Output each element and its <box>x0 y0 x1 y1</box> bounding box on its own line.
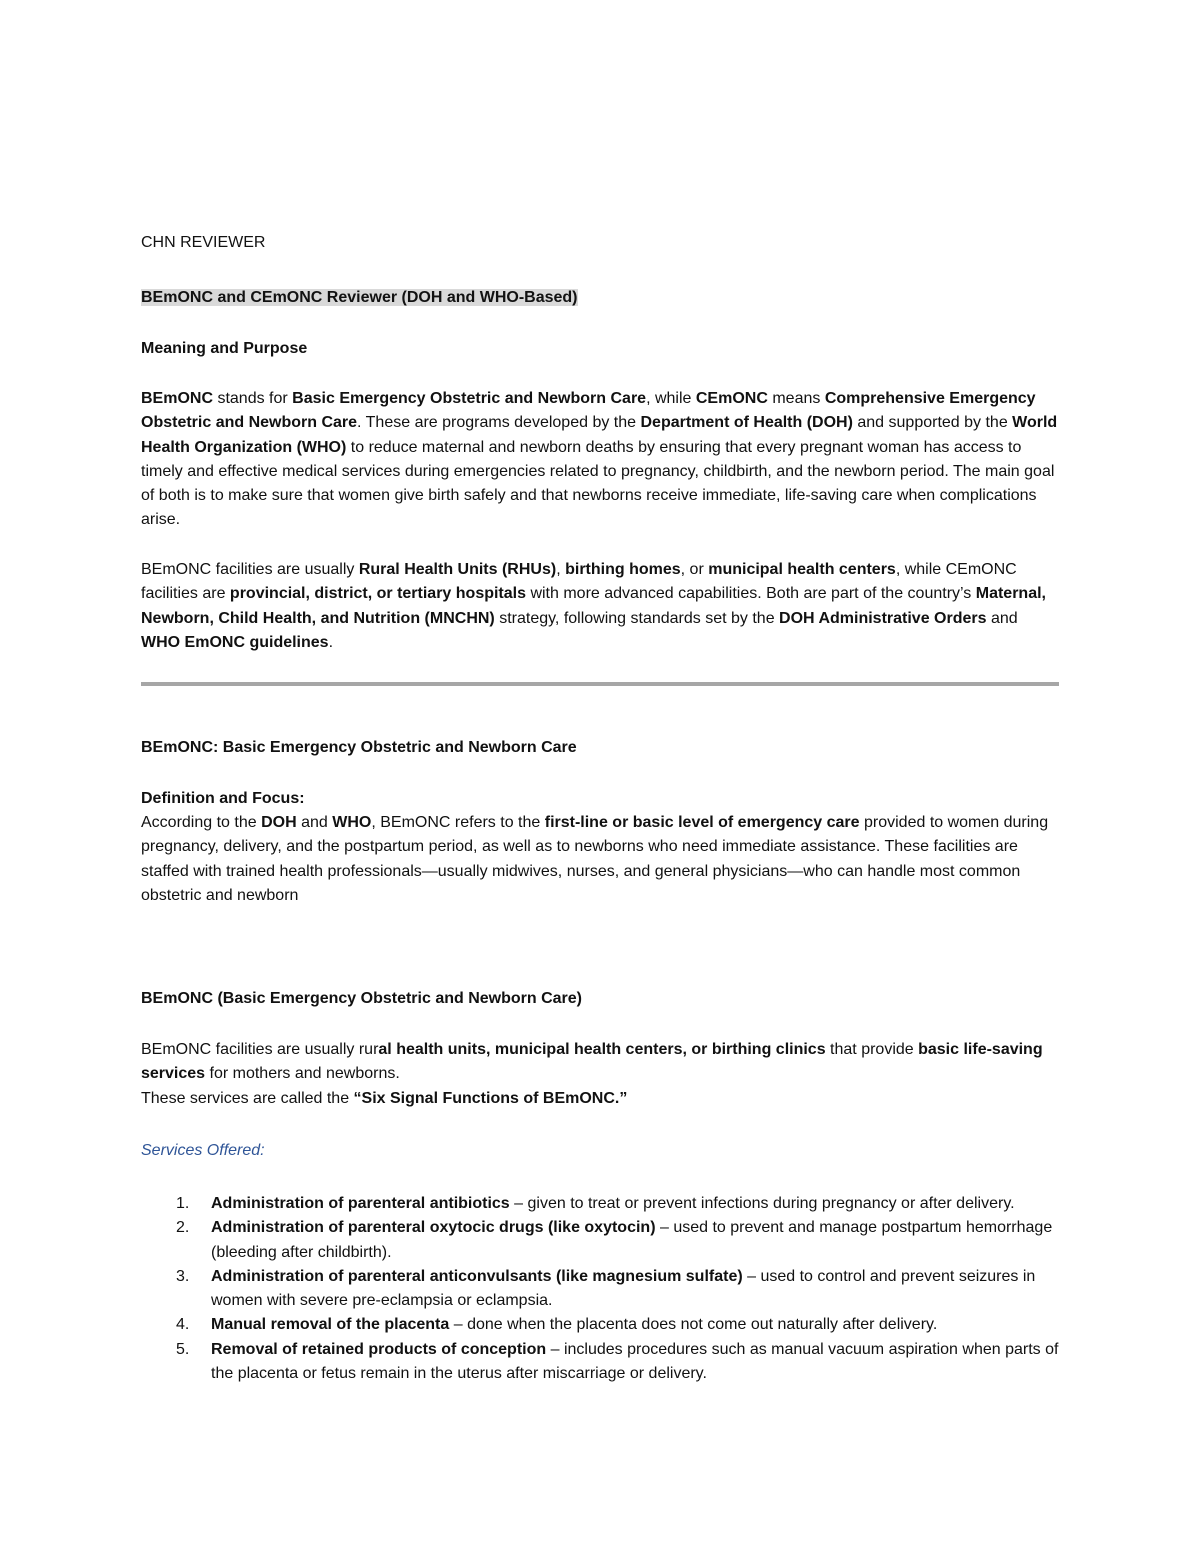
span: , while <box>646 390 696 407</box>
definition-paragraph <box>141 811 1059 908</box>
services-list <box>141 1192 1059 1386</box>
span: first-line or basic level of emergency care <box>544 814 860 831</box>
bemonc-heading-text: BEmONC: Basic Emergency Obstetric and Newborn Care <box>141 739 577 756</box>
list-item-bold: Administration of parenteral anticonvulsants (like magnesium sulfate) <box>211 1267 743 1285</box>
meaning-paragraph-1 <box>141 387 1059 533</box>
list-item-text: – includes procedures such as manual vacuum aspiration when parts of the placenta or fetus remain in the uterus after miscarriage or delivery. <box>211 1340 1059 1383</box>
document-page <box>141 0 1059 1553</box>
span: World Health Organization (WHO) <box>141 414 1058 456</box>
span: According to the <box>141 814 262 831</box>
span: Basic Emergency Obstetric and Newborn Care <box>292 390 647 407</box>
span: BEmONC facilities are usually <box>141 561 359 578</box>
span: , <box>556 561 566 578</box>
span: for mothers and newborns. <box>205 1065 400 1083</box>
span: WHO EmONC guidelines <box>141 633 329 651</box>
span: birthing homes <box>565 561 681 578</box>
span: with more advanced capabilities. Both are part of the country’s <box>526 585 976 603</box>
list-number: 1. <box>176 1195 190 1212</box>
list-item <box>141 1216 1059 1265</box>
span: Rural Health Units (RHUs) <box>358 561 557 578</box>
list-item-text: – given to treat or prevent infections during pregnancy or after delivery. <box>509 1195 1015 1212</box>
span: provincial, district, or tertiary hospitals <box>229 585 526 603</box>
services-heading <box>141 987 1059 1011</box>
span: Comprehensive Emergency Obstetric and Newborn Care <box>141 390 1036 432</box>
span: al health units, municipal health centers, or birthing clinics <box>378 1041 826 1058</box>
span: , or <box>680 561 709 578</box>
list-number: 3. <box>176 1267 190 1285</box>
span: , while CEmONC facilities are <box>141 561 1017 603</box>
span: provided to women during pregnancy, delivery, and the postpartum period, as well as to newborns who need immediate assistance. These facilities are staffed with trained health professionals—usually midwives, nurses, and general physicians—who can handle most common obstetric and newborn <box>141 814 1049 904</box>
span: stands for <box>213 390 293 407</box>
span: BEmONC <box>141 390 214 407</box>
list-item <box>141 1338 1059 1387</box>
list-number: 4. <box>176 1316 190 1334</box>
span: DOH <box>261 814 297 831</box>
list-item-bold: Manual removal of the placenta <box>211 1316 450 1334</box>
span: . These are programs developed by the <box>357 414 641 432</box>
definition-subheading-text: Definition and Focus: <box>141 790 305 807</box>
list-number: 5. <box>176 1340 190 1358</box>
span: Maternal, Newborn, Child Health, and Nutrition (MNCHN) <box>141 585 1046 627</box>
span: BEmONC facilities are usually rur <box>141 1041 379 1058</box>
span: and <box>296 814 333 831</box>
signal-functions-line <box>141 1087 1059 1111</box>
span: basic life-saving services <box>141 1041 1043 1083</box>
span: WHO <box>332 814 372 831</box>
services-paragraph <box>141 1038 1059 1087</box>
span: These services are called the <box>141 1090 354 1107</box>
span: means <box>767 390 825 407</box>
list-item-bold: Removal of retained products of conception <box>211 1340 547 1358</box>
list-item-bold: Administration of parenteral oxytocic drugs (like oxytocin) <box>211 1219 656 1237</box>
bemonc-heading <box>141 736 1059 760</box>
span: to reduce maternal and newborn deaths by ensuring that every pregnant woman has access to timely and effective medical services during emergencies related to pregnancy, childbirth, and the newborn period. The main goal of both is to make sure that women give birth safely and that newborns receive immediate, life-saving care when complications arise. <box>141 438 1055 529</box>
list-item-text: – used to prevent and manage postpartum hemorrhage (bleeding after childbirth). <box>211 1219 1053 1261</box>
meaning-heading-text: Meaning and Purpose <box>141 340 308 357</box>
list-item-text: – used to control and prevent seizures in women with severe pre-eclampsia or eclampsia. <box>211 1267 1036 1310</box>
list-item-text: – done when the placenta does not come out naturally after delivery. <box>449 1316 938 1334</box>
span: and <box>986 609 1018 627</box>
services-offered-label: Services Offered: <box>141 1142 265 1159</box>
list-item <box>141 1313 1059 1337</box>
document-title: CHN REVIEWER <box>141 234 266 251</box>
meaning-paragraph-2 <box>141 558 1059 655</box>
horizontal-divider <box>141 682 1059 686</box>
reviewer-title <box>141 286 1059 310</box>
span: strategy, following standards set by the <box>494 609 780 627</box>
span: Department of Health (DOH) <box>640 414 853 432</box>
span: , BEmONC refers to the <box>371 814 545 831</box>
span: that provide <box>825 1041 919 1058</box>
span: CEmONC <box>695 390 768 407</box>
list-item-bold: Administration of parenteral antibiotics <box>211 1195 510 1212</box>
definition-subheading <box>141 787 1059 811</box>
meaning-heading <box>141 337 1059 361</box>
services-heading-text: BEmONC (Basic Emergency Obstetric and Newborn Care) <box>141 990 583 1007</box>
reviewer-title-highlight: BEmONC and CEmONC Reviewer (DOH and WHO-Based) <box>141 289 578 306</box>
list-number: 2. <box>176 1219 190 1237</box>
list-item <box>141 1192 1059 1216</box>
list-item <box>141 1265 1059 1314</box>
span: DOH Administrative Orders <box>779 609 987 627</box>
span: “Six Signal Functions of BEmONC.” <box>353 1090 628 1107</box>
span: and supported by the <box>852 414 1013 432</box>
span: . <box>328 633 334 651</box>
span: municipal health centers <box>708 561 896 578</box>
